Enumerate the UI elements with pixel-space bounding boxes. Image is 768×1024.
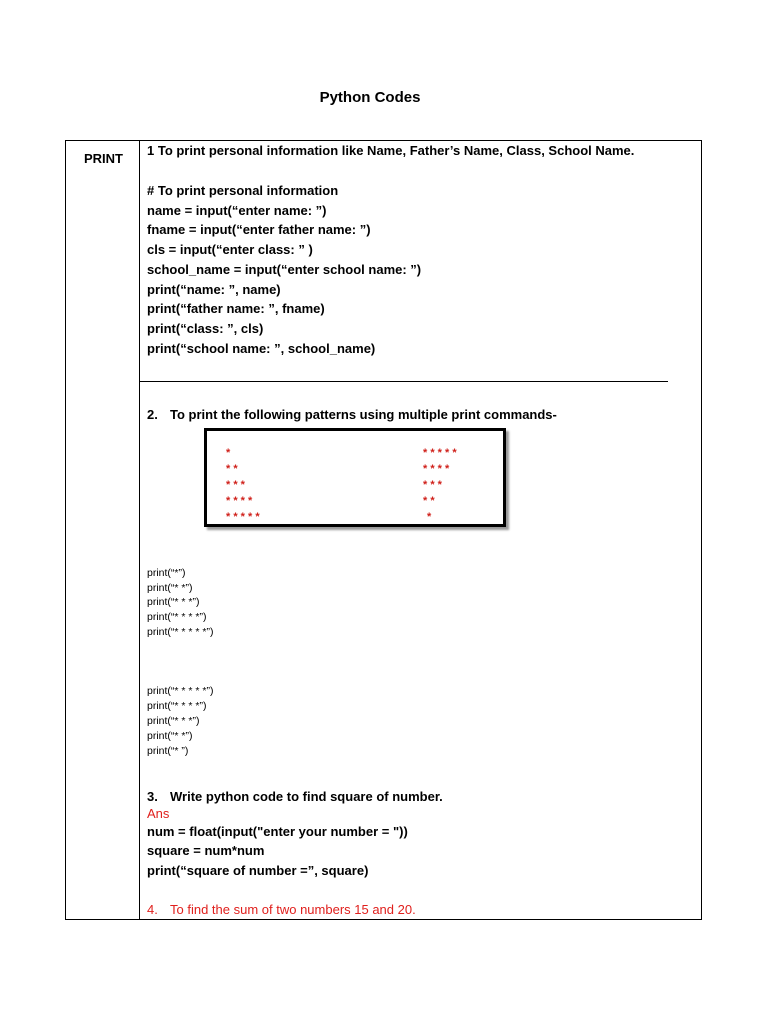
q1-code-line: print(“school name: ”, school_name) [147, 341, 376, 356]
q2-code-line: print(“* ”) [147, 745, 189, 757]
q2-code-line: print(“* * *”) [147, 715, 200, 727]
q2-code-line: print(“* *”) [147, 582, 193, 594]
pattern-left-row: * * * [226, 479, 245, 491]
pattern-right-row: * * * * * [423, 447, 457, 459]
section-label-print: PRINT [84, 151, 123, 166]
q2-code-line: print(“* * *”) [147, 596, 200, 608]
q2-number: 2. [147, 407, 158, 422]
q3-code-line: square = num*num [147, 843, 265, 858]
pattern-right-row: * * [423, 495, 435, 507]
page-title: Python Codes [319, 89, 421, 106]
q1-code-line: cls = input(“enter class: ” ) [147, 242, 313, 257]
q1-code-line: fname = input(“enter father name: ”) [147, 222, 371, 237]
column-divider [139, 141, 140, 919]
q1-code-line: # To print personal information [147, 183, 339, 198]
q2-code-line: print(“* * * *”) [147, 700, 207, 712]
q4-heading: To find the sum of two numbers 15 and 20. [170, 902, 416, 917]
pattern-left-row: * * [226, 463, 238, 475]
q3-number: 3. [147, 789, 158, 804]
pattern-left-row: * [226, 447, 231, 459]
row-divider [140, 381, 668, 382]
pattern-right-row: * * * * [423, 463, 450, 475]
q2-heading: To print the following patterns using multiple print commands- [170, 407, 557, 422]
pattern-image [204, 428, 506, 527]
q1-code-line: print(“class: ”, cls) [147, 321, 264, 336]
q1-code-line: print(“father name: ”, fname) [147, 301, 325, 316]
pattern-left-row: * * * * [226, 495, 253, 507]
q1-code-line: name = input(“enter name: ”) [147, 203, 327, 218]
q4-number: 4. [147, 902, 158, 917]
pattern-right-row: * [427, 511, 432, 523]
q1-code-line: print(“name: ”, name) [147, 282, 281, 297]
q2-code-line: print(“* * * * *”) [147, 626, 214, 638]
pattern-left-row: * * * * * [226, 511, 260, 523]
q3-code-line: num = float(input("enter your number = ")) [147, 824, 408, 839]
pattern-right-row: * * * [423, 479, 442, 491]
q1-code-line: school_name = input(“enter school name: ”) [147, 262, 422, 277]
q3-code-line: print(“square of number =”, square) [147, 863, 369, 878]
q2-code-line: print(“* * * *”) [147, 611, 207, 623]
q2-code-line: print(“*”) [147, 567, 186, 579]
q3-heading: Write python code to find square of number. [170, 789, 443, 804]
q2-code-line: print(“* *”) [147, 730, 193, 742]
q3-ans-label: Ans [147, 806, 170, 821]
q1-heading: 1 To print personal information like Name, Father’s Name, Class, School Name. [147, 143, 635, 158]
q2-code-line: print(“* * * * *”) [147, 685, 214, 697]
